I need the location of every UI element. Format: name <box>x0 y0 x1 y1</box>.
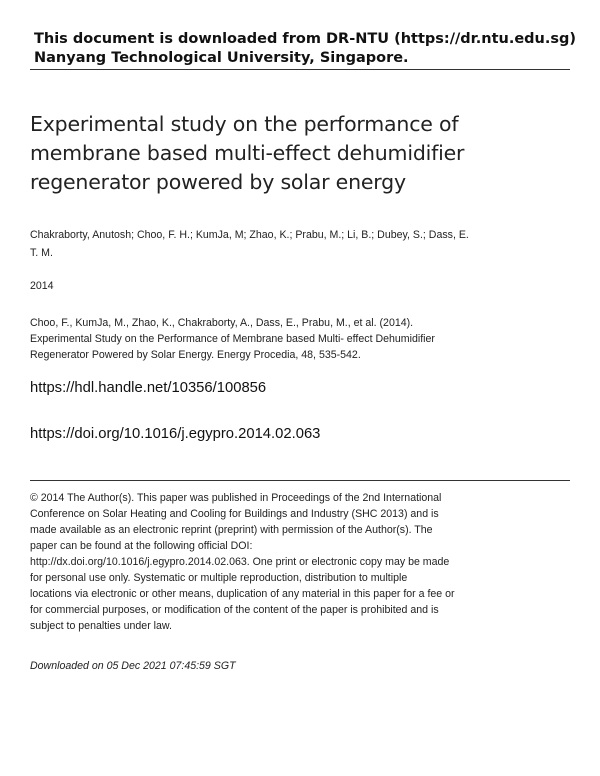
title-line: membrane based multi-effect dehumidifier <box>30 141 465 165</box>
header-institution-line: Nanyang Technological University, Singapore. <box>34 50 409 66</box>
author-line: Chakraborty, Anutosh; Choo, F. H.; KumJa, M; Zhao, K.; Prabu, M.; Li, B.; Dubey, S.; Dass, E. <box>30 229 469 241</box>
citation-line: Regenerator Powered by Solar Energy. Energy Procedia, 48, 535‑542. <box>30 349 361 361</box>
header-divider <box>30 69 570 70</box>
header-source-line: This document is downloaded from DR‑NTU (https://dr.ntu.edu.sg) <box>34 31 577 47</box>
copyright-line: for commercial purposes, or modification of the content of the paper is prohibited and is <box>30 604 439 616</box>
download-timestamp: Downloaded on 05 Dec 2021 07:45:59 SGT <box>30 660 236 672</box>
doi-link[interactable]: https://doi.org/10.1016/j.egypro.2014.02.063 <box>30 426 321 442</box>
handle-link[interactable]: https://hdl.handle.net/10356/100856 <box>30 380 267 396</box>
copyright-line: for personal use only. Systematic or multiple reproduction, distribution to multiple <box>30 572 408 584</box>
publication-year: 2014 <box>30 280 54 292</box>
citation-line: Experimental Study on the Performance of Membrane based Multi‑ effect Dehumidifier <box>30 333 435 345</box>
author-list <box>30 226 550 262</box>
title-line: Experimental study on the performance of <box>30 112 459 136</box>
section-divider <box>30 480 570 481</box>
copyright-line: Conference on Solar Heating and Cooling for Buildings and Industry (SHC 2013) and is <box>30 508 439 520</box>
title-line: regenerator powered by solar energy <box>30 170 406 194</box>
copyright-line: subject to penalties under law. <box>30 620 172 632</box>
citation-line: Choo, F., KumJa, M., Zhao, K., Chakraborty, A., Dass, E., Prabu, M., et al. (2014). <box>30 317 414 329</box>
copyright-line: locations via electronic or other means, duplication of any material in this paper for a fee or <box>30 588 455 600</box>
copyright-line: http://dx.doi.org/10.1016/j.egypro.2014.02.063. One print or electronic copy may be made <box>30 556 450 568</box>
paper-title <box>30 110 550 197</box>
copyright-line: paper can be found at the following official DOI: <box>30 540 253 552</box>
copyright-line: © 2014 The Author(s). This paper was published in Proceedings of the 2nd International <box>30 492 442 504</box>
author-line: T. M. <box>30 247 53 259</box>
copyright-line: made available as an electronic reprint (preprint) with permission of the Author(s). The <box>30 524 433 536</box>
copyright-notice <box>30 490 560 634</box>
repository-header <box>34 30 577 68</box>
citation-block <box>30 315 550 363</box>
